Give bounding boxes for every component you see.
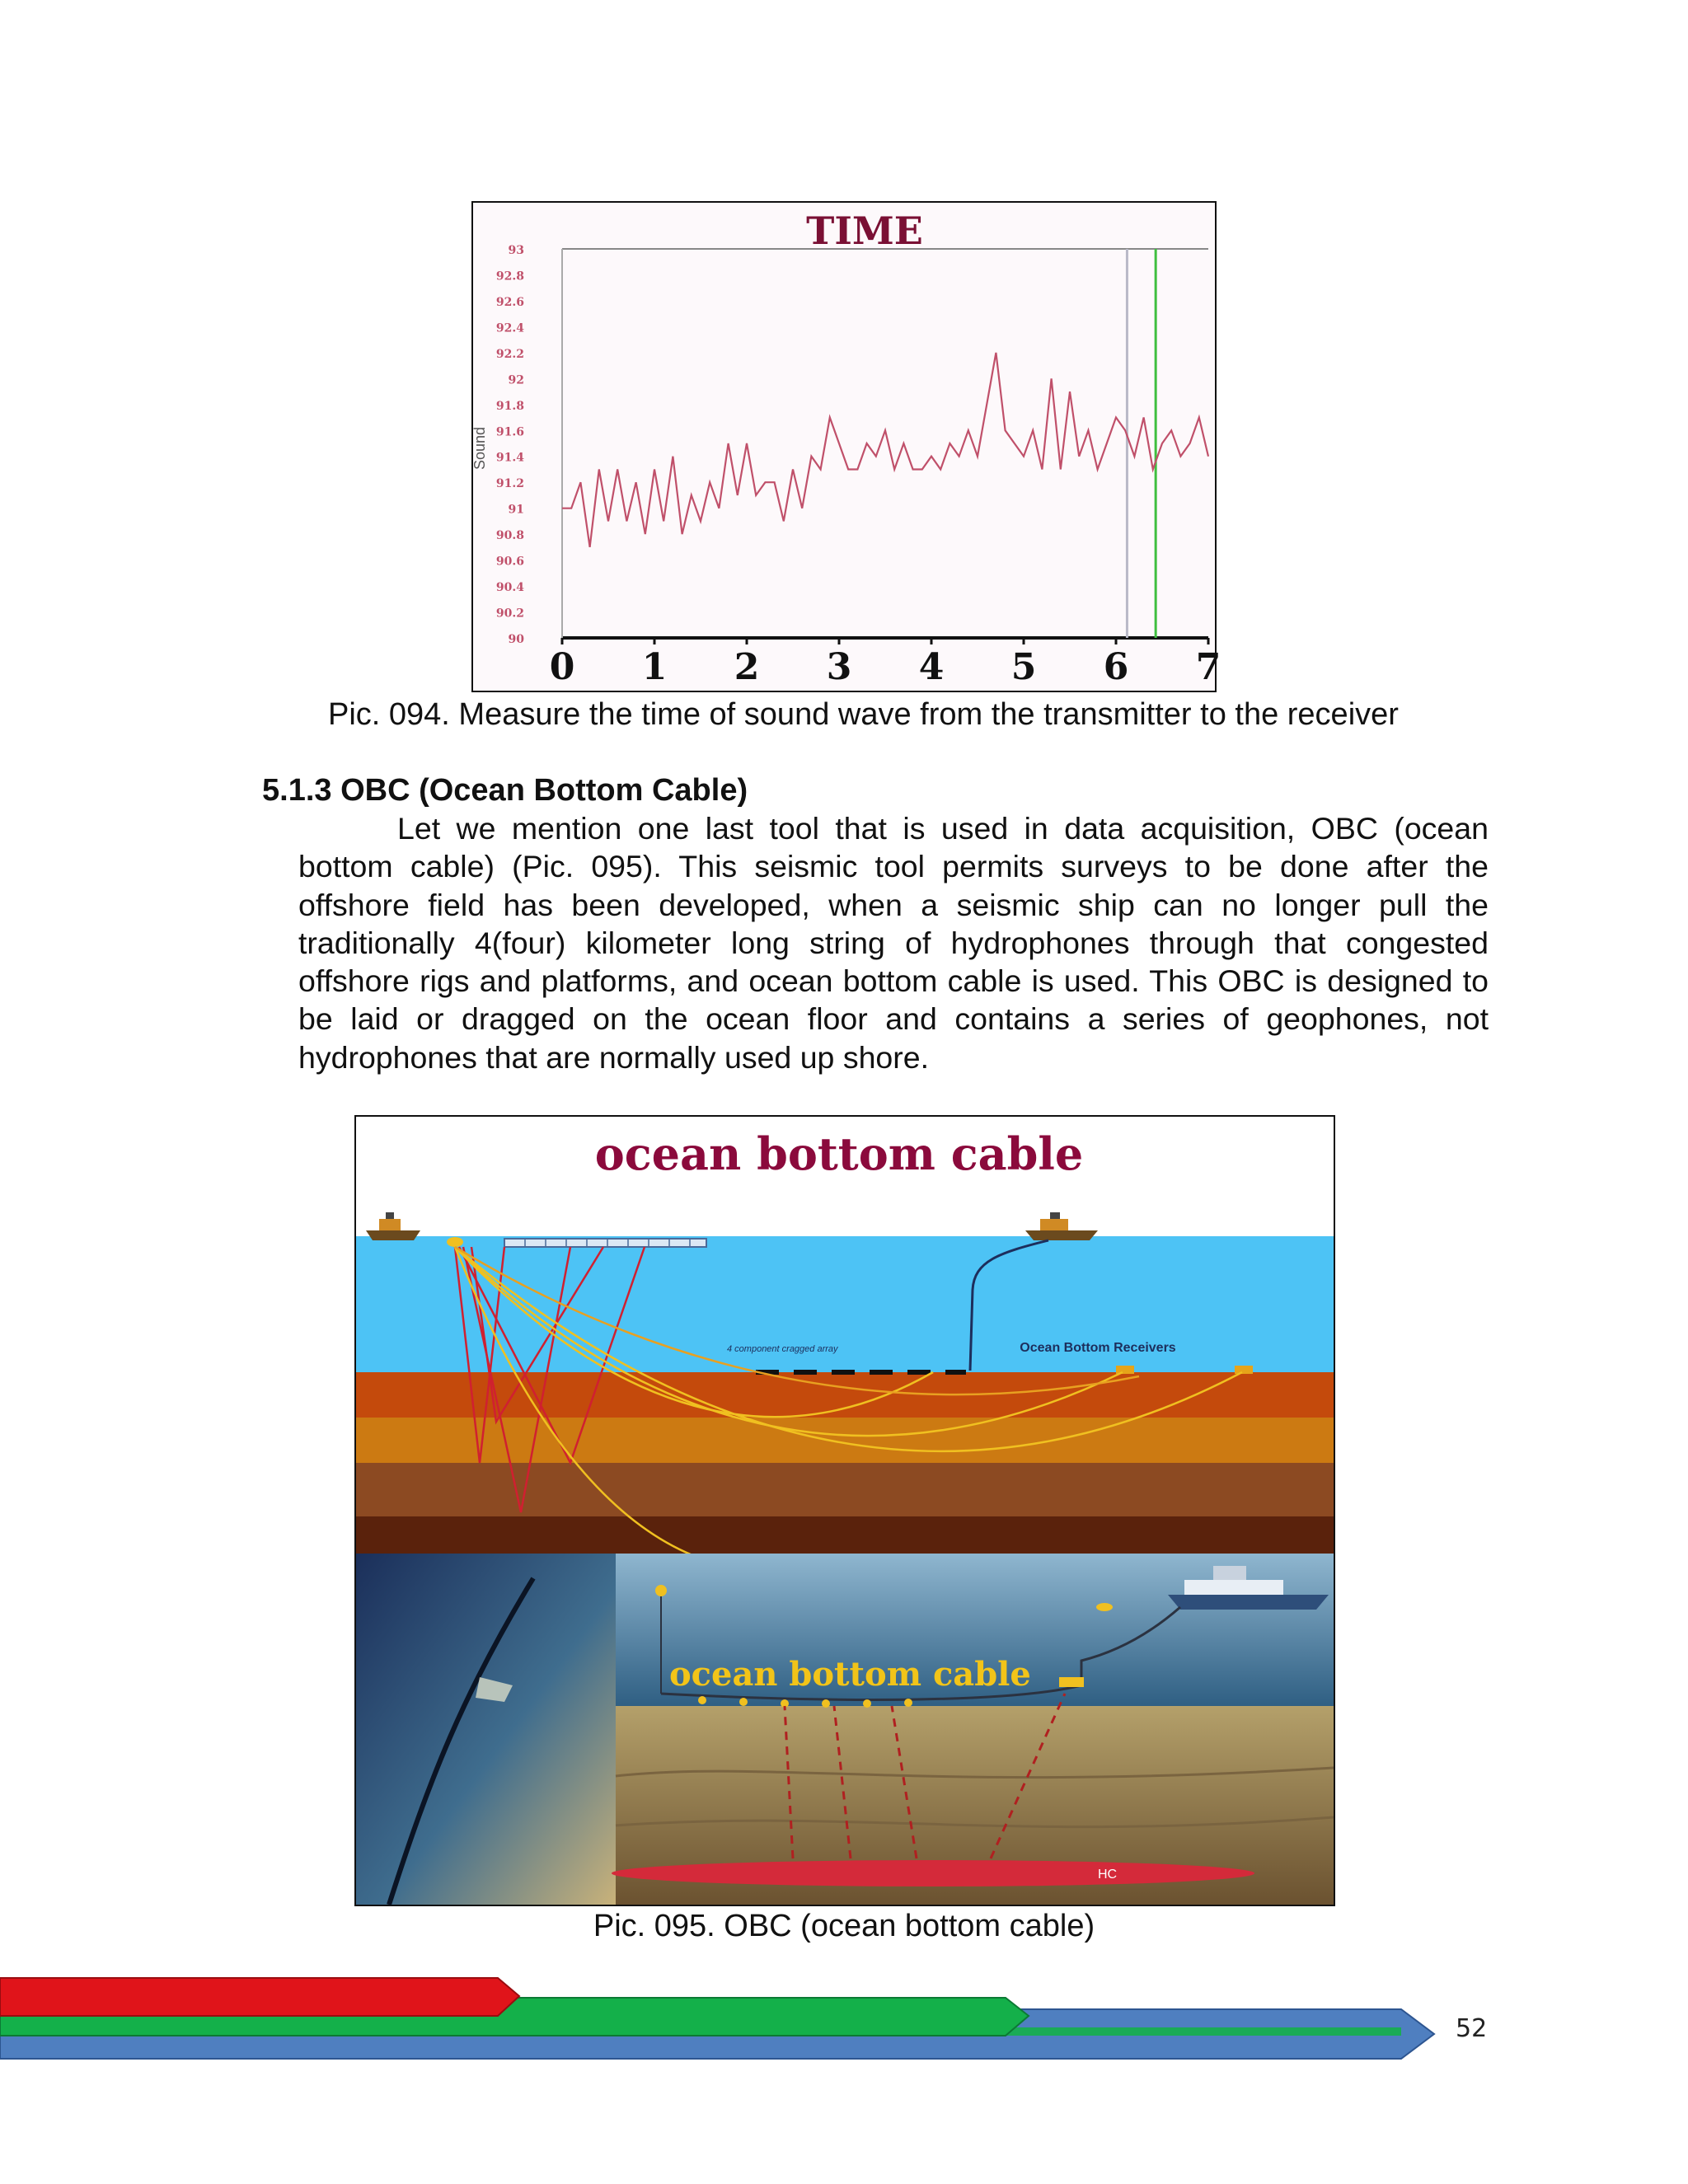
obc-illustration [356,1117,1334,1905]
chart-y-tick-label: 92.6 [495,295,524,309]
inset-buoy-icon [655,1585,667,1596]
paragraph-text: Let we mention one last tool that is used in data acquisition, OBC (ocean bottom cable) (Pic. 095). This seismic tool permits surveys to be done after the offshore field has been developed, when a seismic ship can no longer pull the traditionally 4(four) kilometer long string of hydrophones through that congested offshore rigs and platforms, and ocean bottom cable is used. This OBC is designed to be laid or dragged on the ocean floor and contains a series of geophones, not hydrophones that are normally used up shore. [298,811,1489,1075]
footer-red-arrow [0,1978,519,2016]
chart-y-axis-label: Sound [471,426,488,471]
chart-y-tick-label: 92.8 [495,269,524,284]
sound-time-chart [471,203,1221,691]
chart-y-tick-label: 91.6 [495,425,524,439]
chart-x-tick-label: 0 [549,646,575,688]
obc-diagram-title: ocean bottom cable [594,1127,1084,1180]
chart-y-ticks [496,244,524,646]
chart-y-tick-label: 90.6 [495,555,524,569]
inset-recorder-icon [1059,1677,1084,1687]
seafloor-photo [356,1554,616,1905]
ocean-bottom-receiver-2 [1235,1366,1253,1374]
ocean-bottom-cable-figure [354,1115,1335,1906]
chart-y-tick-label: 91.2 [495,477,524,491]
hydrocarbon-reservoir [612,1860,1254,1886]
chart-x-tick-label: 3 [826,646,852,688]
rock-layer-4 [356,1516,1334,1554]
footer-arrow-bar [0,1970,1451,2069]
inset-title: ocean bottom cable [669,1655,1031,1694]
chart-y-tick-label: 91.8 [495,399,524,413]
inset-source-icon [1096,1603,1113,1611]
chart-x-tick-label: 7 [1195,646,1221,688]
chart-y-tick-label: 90.2 [495,607,524,621]
chart-y-tick-label: 92.4 [495,321,524,335]
ocean-bottom-receiver-1 [1116,1366,1134,1374]
chart-x-tick-label: 5 [1010,646,1037,688]
figure-095-caption: Pic. 095. OBC (ocean bottom cable) [593,1909,1095,1943]
hc-label: HC [1098,1868,1118,1882]
chart-series [562,353,1208,547]
chart-y-tick-label: 90.8 [495,529,524,543]
chart-y-tick-label: 91.4 [495,451,524,465]
section-heading: 5.1.3 OBC (Ocean Bottom Cable) [262,773,748,808]
rock-layer-3 [356,1463,1334,1516]
chart-y-tick-label: 92 [508,373,524,387]
chart-y-tick-label: 92.2 [495,347,524,361]
chart-x-tick-label: 1 [641,646,668,688]
chart-time-markers [1127,249,1156,638]
page-number: 52 [1456,2014,1488,2043]
array-label: 4 component cragged array [727,1344,838,1354]
chart-title: TIME [806,209,923,253]
chart-x-tick-label: 6 [1103,646,1129,688]
chart-x-ticks [550,638,1221,688]
chart-y-tick-label: 90 [508,633,524,646]
chart-series-line [562,353,1208,547]
chart-y-tick-label: 90.4 [495,581,524,595]
chart-x-tick-label: 2 [734,646,760,688]
chart-axes [562,249,1208,638]
figure-094-caption: Pic. 094. Measure the time of sound wave from the transmitter to the receiver [328,697,1399,732]
chart-y-tick-label: 91 [508,503,524,517]
receivers-label: Ocean Bottom Receivers [1020,1341,1176,1355]
section-paragraph [298,809,1489,1076]
chart-y-tick-label: 93 [508,244,524,257]
sound-time-chart-figure [471,201,1221,692]
chart-x-tick-label: 4 [918,646,945,688]
